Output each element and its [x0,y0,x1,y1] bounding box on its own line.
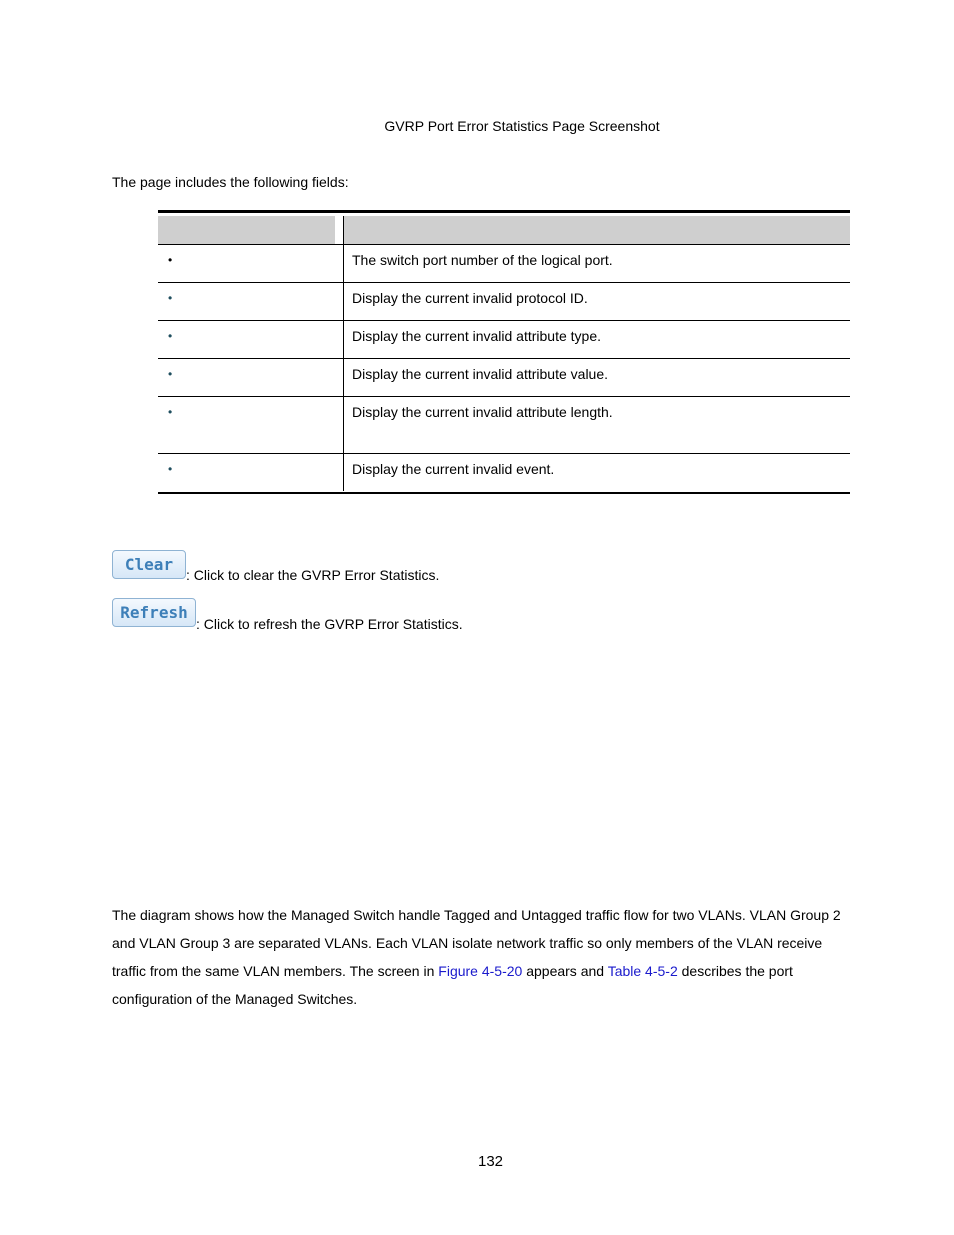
table-bottom-rule [158,492,850,494]
bullet-icon: • [168,291,173,305]
row-description: Display the current invalid event. [352,461,555,477]
paragraph-text: appears and [522,963,608,979]
bullet-icon: • [168,329,173,343]
row-description: Display the current invalid attribute length. [352,404,613,420]
table-row [158,321,850,359]
table-link[interactable]: Table 4-5-2 [607,963,678,979]
table-row [158,359,850,397]
header-description-cell [343,216,850,244]
table-header [158,213,850,245]
figure-caption: GVRP Port Error Statistics Page Screenshot [384,118,660,134]
row-description: Display the current invalid protocol ID. [352,290,588,306]
clear-description: : Click to clear the GVRP Error Statistics. [186,567,440,583]
page-number: 132 [477,1153,504,1170]
bullet-icon: • [168,405,173,419]
refresh-description: : Click to refresh the GVRP Error Statistics. [196,616,463,632]
row-description: Display the current invalid attribute value. [352,366,609,382]
row-description: The switch port number of the logical port. [352,252,613,268]
figure-link[interactable]: Figure 4-5-20 [438,963,523,979]
bullet-icon: • [168,462,173,476]
table-row [158,245,850,283]
body-paragraph [112,901,852,1013]
table-row [158,454,850,491]
table-row [158,397,850,454]
clear-button[interactable]: Clear [112,550,186,579]
header-object-cell [158,216,335,244]
bullet-icon: • [168,253,173,267]
row-description: Display the current invalid attribute type. [352,328,602,344]
bullet-icon: • [168,367,173,381]
table-row [158,283,850,321]
fields-table [158,210,850,494]
refresh-button[interactable]: Refresh [112,598,196,627]
paragraph-text: The diagram shows how the Managed Switch handle Tagged and Untagged traffic flow for two VLANs. VLAN Group 2 and VLAN Group 3 are separated VLANs. Each VLAN isolate network traffic so only members of the VLAN receive traffic from the same VLAN members. The screen in [112,907,841,979]
paragraph-text: describes the port configuration of the Managed Switches. [112,963,793,1007]
intro-text: The page includes the following fields: [112,174,349,190]
